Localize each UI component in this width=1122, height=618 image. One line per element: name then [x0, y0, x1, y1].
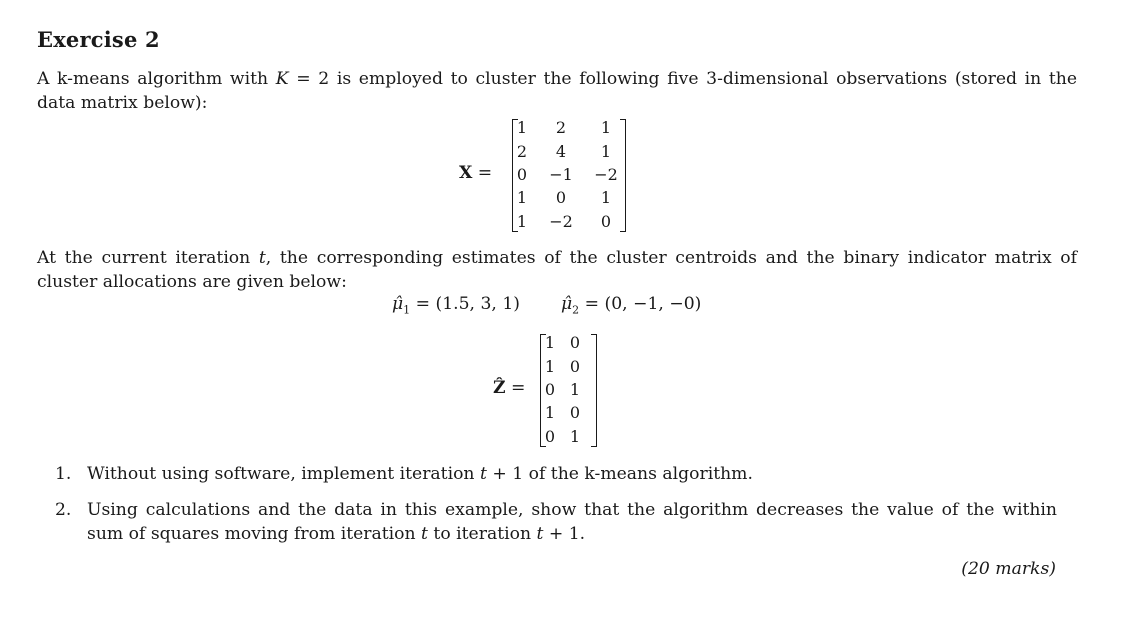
question-number: 1. [55, 464, 72, 484]
intro-text-1: A k-means algorithm with [37, 69, 276, 89]
intro-paragraph [37, 67, 1077, 115]
mu1-symbol: μ̂ [392, 294, 404, 314]
matrix-z-cell: 1 [544, 333, 556, 353]
matrix-x-equals: = [472, 163, 493, 183]
question-text [87, 498, 1057, 546]
matrix-x-right-bracket [620, 119, 626, 232]
matrix-x-row [515, 139, 619, 162]
iteration-text-1: At the current iteration [37, 248, 259, 268]
matrix-z-equals: = [505, 378, 526, 398]
matrix-z-row [543, 354, 593, 377]
matrix-x-cell: 0 [600, 211, 612, 231]
matrix-z-cell: 1 [569, 379, 581, 399]
matrix-z-symbol: Ẑ [493, 378, 506, 398]
matrix-x-cell: 1 [516, 118, 528, 138]
matrix-z-row [543, 331, 593, 354]
matrix-x [515, 116, 619, 233]
matrix-x-cell: −1 [549, 164, 573, 184]
mu2-symbol: μ̂ [561, 294, 573, 314]
question-number: 2. [55, 500, 72, 520]
iteration-paragraph [37, 246, 1077, 294]
matrix-z-label [493, 378, 525, 398]
matrix-x-cell: 1 [516, 188, 528, 208]
matrix-z-row [543, 425, 593, 448]
marks-label: (20 marks) [961, 559, 1056, 579]
question-text-part: + 1. [543, 524, 586, 544]
matrix-z-cell: 1 [569, 426, 581, 446]
matrix-z-row [543, 401, 593, 424]
matrix-z-row [543, 378, 593, 401]
matrix-z-cell: 0 [569, 333, 581, 353]
matrix-z-cell: 1 [544, 403, 556, 423]
matrix-x-cell: 1 [600, 118, 612, 138]
matrix-x-row [515, 186, 619, 209]
centroid-mu2 [561, 294, 701, 316]
question-variable: t [421, 524, 428, 544]
question-text-part: Without using software, implement iteration [87, 464, 480, 484]
exercise-heading: Exercise 2 [37, 27, 160, 52]
matrix-z-cell: 0 [544, 426, 556, 446]
intro-text-2: = 2 is employed to cluster the following five 3-dimensional observations (stored in the data matrix below): [37, 69, 1078, 113]
matrix-x-cell: −2 [549, 211, 573, 231]
matrix-x-cell: 4 [555, 141, 567, 161]
matrix-z [543, 331, 593, 448]
question-variable: t [536, 524, 544, 544]
matrix-x-row [515, 116, 619, 139]
k-variable: K [275, 69, 289, 89]
question-text-part: Using calculations and the data in this example, show that the algorithm decreases the value of the within sum of squares moving from iteration [87, 500, 1057, 544]
matrix-x-cell: 2 [516, 141, 528, 161]
mu2-subscript: 2 [572, 303, 580, 317]
matrix-x-row [515, 210, 619, 233]
matrix-z-cell: 1 [544, 356, 556, 376]
matrix-z-cell: 0 [569, 403, 581, 423]
matrix-x-row [515, 163, 619, 186]
matrix-z-cell: 0 [569, 356, 581, 376]
matrix-x-symbol: X [459, 163, 473, 183]
matrix-x-cell: 1 [600, 141, 612, 161]
iteration-text-2: , the corresponding estimates of the cluster centroids and the binary indicator matrix of cluster allocations are given below: [37, 248, 1077, 292]
mu1-value: = (1.5, 3, 1) [410, 294, 520, 314]
question-variable: t [479, 464, 487, 484]
matrix-x-cell: 0 [516, 164, 528, 184]
question-text [87, 462, 1057, 486]
matrix-x-label [459, 163, 492, 183]
matrix-z-cell: 0 [544, 379, 556, 399]
mu2-value: = (0, −1, −0) [579, 294, 702, 314]
t-variable: t [258, 248, 266, 268]
centroid-mu1 [392, 294, 520, 316]
question-text-part: + 1 of the k-means algorithm. [486, 464, 753, 484]
matrix-x-cell: −2 [594, 164, 618, 184]
matrix-x-cell: 2 [555, 118, 567, 138]
matrix-x-cell: 0 [555, 188, 567, 208]
question-text-part: to iteration [427, 524, 537, 544]
matrix-x-cell: 1 [600, 188, 612, 208]
matrix-x-cell: 1 [516, 211, 528, 231]
mu1-subscript: 1 [403, 303, 411, 317]
